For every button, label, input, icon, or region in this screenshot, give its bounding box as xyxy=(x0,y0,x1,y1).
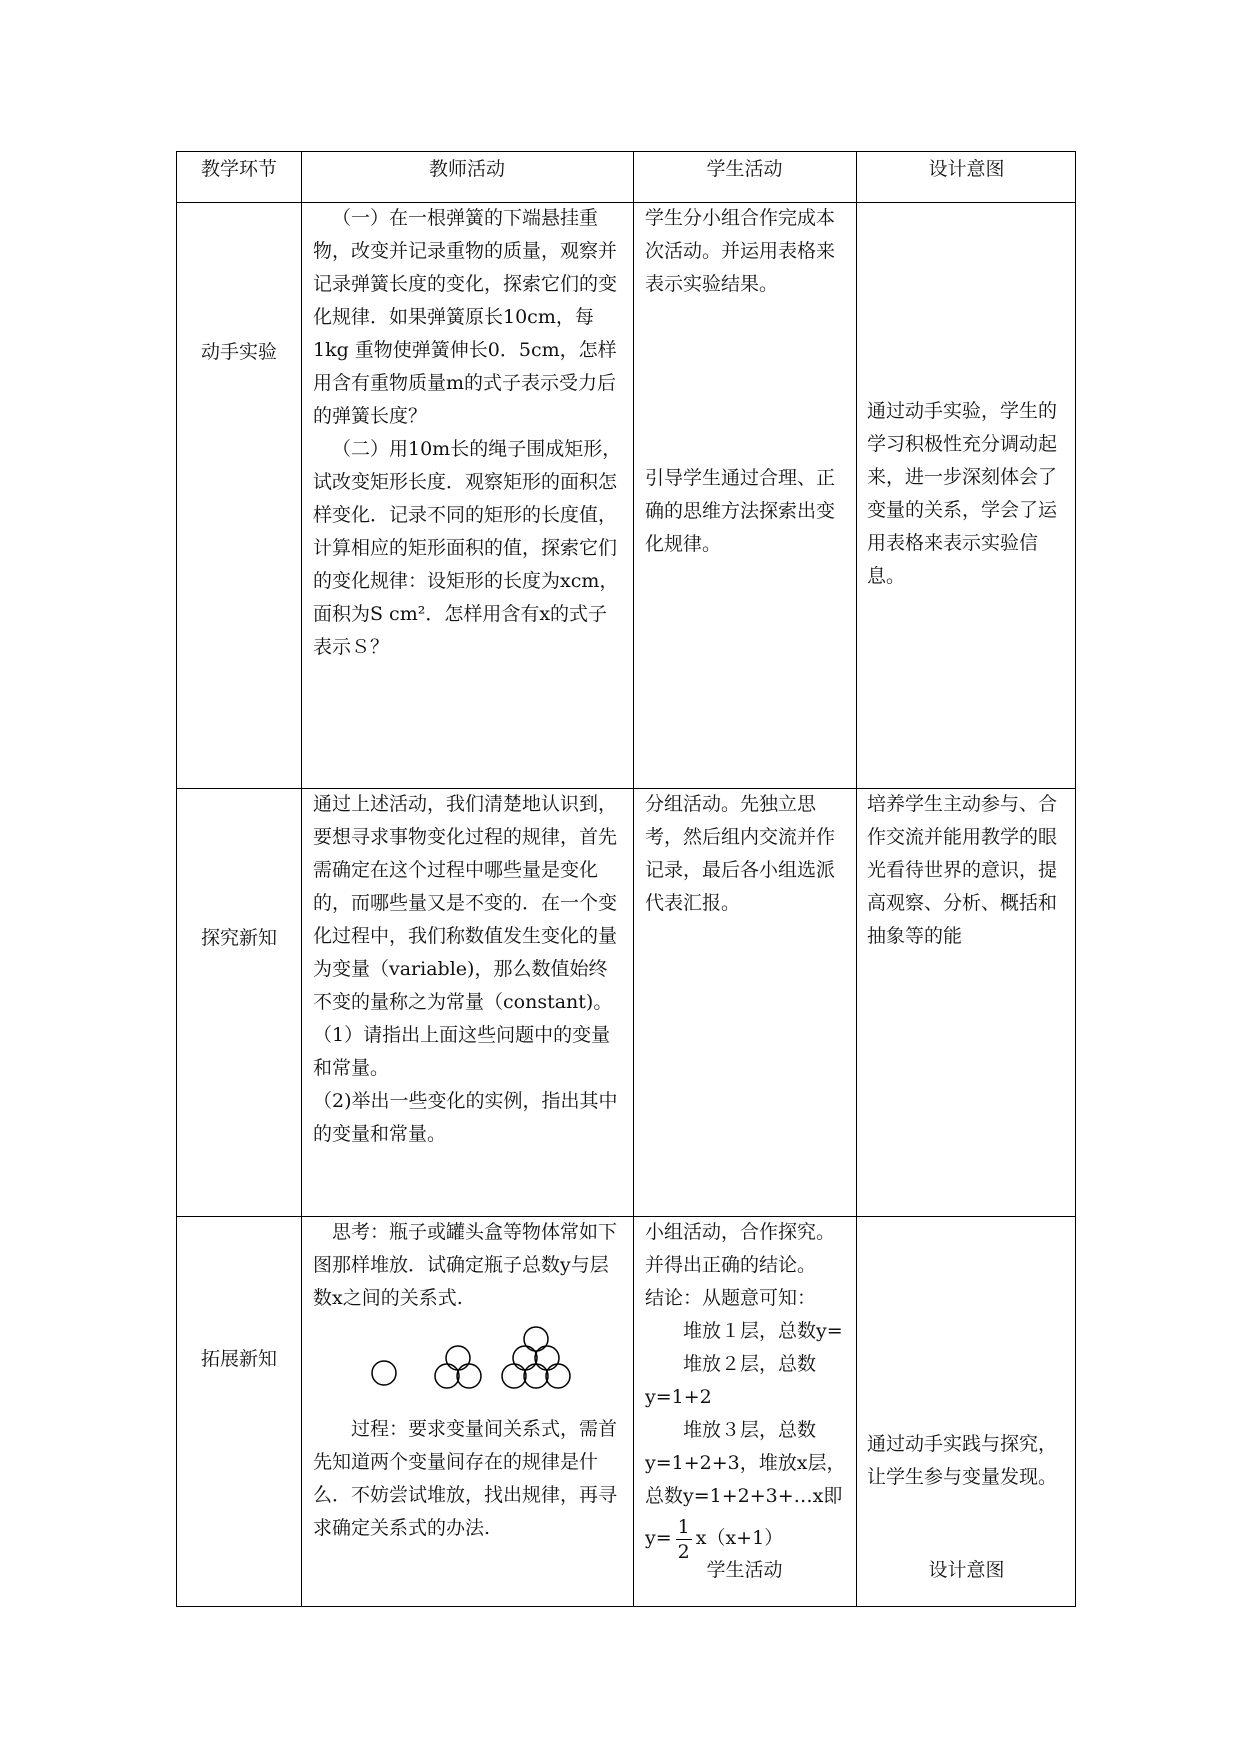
stage-label: 拓展新知 xyxy=(200,1347,277,1370)
student-activity: 学生分小组合作完成本次活动。并运用表格来表示实验结果。 xyxy=(645,207,836,295)
teacher-paragraph: （1）请指出上面这些问题中的变量和常量。 xyxy=(313,1024,611,1079)
column-divider xyxy=(633,152,634,1606)
student-activity: 引导学生通过合理、正确的思维方法探索出变化规律。 xyxy=(645,467,836,555)
header-teacher: 教师活动 xyxy=(428,158,505,180)
stacked-bottles-figure xyxy=(313,1325,623,1405)
row-divider xyxy=(177,1216,1075,1217)
bottle-circle xyxy=(546,1364,570,1388)
teacher-activity xyxy=(313,202,623,664)
header-intent: 设计意图 xyxy=(928,158,1005,180)
bottle-circle xyxy=(457,1364,481,1388)
layer-three: 堆放３层，总数 xyxy=(683,1419,817,1441)
student-activity: 分组活动。先独立思考，然后组内交流并作记录，最后各小组选派代表汇报。 xyxy=(645,793,836,914)
layer-one: 堆放１层，总数y= xyxy=(683,1320,843,1342)
bottle-circle xyxy=(513,1346,537,1370)
bottle-circle xyxy=(524,1327,548,1351)
column-divider xyxy=(856,152,857,1606)
student-activity xyxy=(645,1216,849,1564)
student-footer-label: 学生活动 xyxy=(706,1559,783,1581)
formula-prefix: y= xyxy=(645,1527,672,1549)
bottle-circle xyxy=(524,1364,548,1388)
think-question: 思考：瓶子或罐头盒等物体常如下图那样堆放．试确定瓶子总数y与层数x之间的关系式. xyxy=(313,1221,618,1309)
header-student: 学生活动 xyxy=(706,158,783,180)
bottle-circle xyxy=(446,1346,470,1370)
teacher-paragraph: （一）在一根弹簧的下端悬挂重物，改变并记录重物的质量，观察并记录弹簧长度的变化，探索它们的变化规律．如果弹簧原长10cm，每1kg 重物使弹簧伸长0．5cm，怎样用含有重物质量m的式子表示受力后的弹簧长度？ xyxy=(313,207,618,427)
fraction-numerator: 1 xyxy=(677,1515,690,1538)
design-intent: 通过动手实践与探究，让学生参与变量发现。 xyxy=(867,1433,1058,1488)
bottle-circle xyxy=(372,1361,396,1385)
process-paragraph: 过程：要求变量间关系式，需首先知道两个变量间存在的规律是什么．不妨尝试堆放，找出规律，再寻求确定关系式的办法. xyxy=(313,1418,618,1539)
row-divider xyxy=(177,202,1075,203)
design-intent: 培养学生主动参与、合作交流并能用教学的眼光看待世界的意识，提高观察、分析、概括和抽象等的能 xyxy=(867,793,1058,947)
layer-three-formula: y=1+2+3，堆放x层， xyxy=(645,1452,846,1474)
intent-footer-label: 设计意图 xyxy=(928,1559,1005,1581)
layer-two: 堆放２层，总数 xyxy=(683,1353,817,1375)
student-intro: 小组活动，合作探究。并得出正确的结论。 xyxy=(645,1221,836,1276)
formula-suffix: x（x+1） xyxy=(695,1527,784,1549)
fraction-denominator: 2 xyxy=(677,1540,690,1563)
teacher-activity xyxy=(313,788,623,1151)
lesson-plan-table xyxy=(176,151,1076,1607)
bottle-circle xyxy=(535,1346,559,1370)
layer-two-formula: y=1+2 xyxy=(645,1386,712,1408)
teacher-paragraph: （2)举出一些变化的实例，指出其中的变量和常量。 xyxy=(313,1090,618,1145)
bottle-circle xyxy=(435,1364,459,1388)
teacher-paragraph: 通过上述活动，我们清楚地认识到，要想寻求事物变化过程的规律，首先需确定在这个过程中哪些量是变化的，而哪些量又是不变的．在一个变化过程中，我们称数值发生变化的量为变量（variable)，那么数值始终不变的量称之为常量（constant)。 xyxy=(313,793,618,1013)
teacher-paragraph: （二）用10m长的绳子围成矩形，试改变矩形长度．观察矩形的面积怎样变化．记录不同的矩形的长度值，计算相应的矩形面积的值，探索它们的变化规律：设矩形的长度为xcm，面积为S cm²．怎样用含有x的式子表示Ｓ？ xyxy=(313,438,622,658)
teacher-activity xyxy=(313,1216,623,1545)
header-stage: 教学环节 xyxy=(200,158,277,180)
stage-label: 动手实验 xyxy=(200,340,277,363)
layer-x: 总数y=1+2+3+…x即 xyxy=(645,1485,843,1507)
column-divider xyxy=(301,152,302,1606)
bottle-circle xyxy=(502,1364,526,1388)
student-conclusion: 结论：从题意可知： xyxy=(645,1287,817,1309)
design-intent: 通过动手实验，学生的学习积极性充分调动起来，进一步深刻体会了变量的关系，学会了运用表格来表示实验信息。 xyxy=(867,400,1058,587)
stage-label: 探究新知 xyxy=(200,926,277,949)
